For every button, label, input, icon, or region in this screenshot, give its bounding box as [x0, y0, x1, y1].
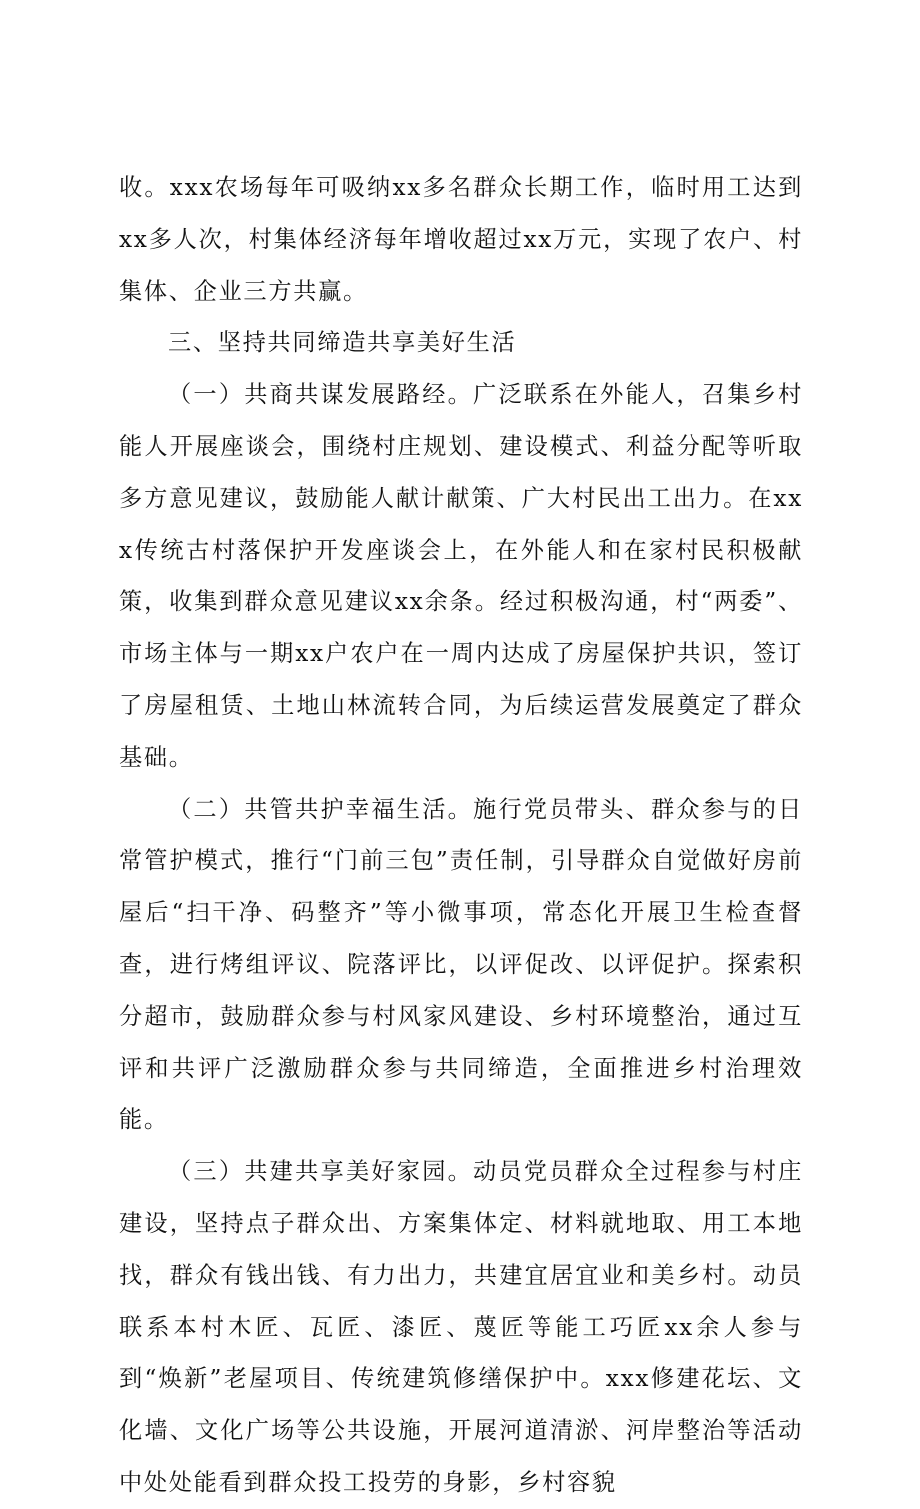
paragraph-management: （二）共管共护幸福生活。施行党员带头、群众参与的日常管护模式，推行“门前三包”责任制，引导群众自觉做好房前屋后“扫干净、码整齐”等小微事项，常态化开展卫生检查督查，进行烤组评议、院落评比，以评促改、以评促护。探索积分超市，鼓励群众参与村风家风建设、乡村环境整治，通过互评和共评广泛激励群众参与共同缔造，全面推进乡村治理效能。 [119, 795, 803, 1134]
document-body [119, 162, 803, 1509]
section-heading: 三、坚持共同缔造共享美好生活 [168, 329, 517, 357]
paragraph-continuation: 收。xxx农场每年可吸纳xx多名群众长期工作，临时用工达到xx多人次，村集体经济每年增收超过xx万元，实现了农户、村集体、企业三方共赢。 [119, 174, 803, 305]
paragraph-construction: （三）共建共享美好家园。动员党员群众全过程参与村庄建设，坚持点子群众出、方案集体定、材料就地取、用工本地找，群众有钱出钱、有力出力，共建宜居宜业和美乡村。动员联系本村木匠、瓦匠、漆匠、蔑匠等能工巧匠xx余人参与到“焕新”老屋项目、传统建筑修缮保护中。xxx修建花坛、文化墙、文化广场等公共设施，开展河道清淤、河岸整治等活动中处处能看到群众投工投劳的身影，乡村容貌 [119, 1158, 803, 1496]
paragraph-consultation: （一）共商共谋发展路经。广泛联系在外能人，召集乡村能人开展座谈会，围绕村庄规划、建设模式、利益分配等听取多方意见建议，鼓励能人献计献策、广大村民出工出力。在xxx传统古村落保护开发座谈会上，在外能人和在家村民积极献策，收集到群众意见建议xx余条。经过积极沟通，村“两委”、市场主体与一期xx户农户在一周内达成了房屋保护共识，签订了房屋租赁、土地山林流转合同，为后续运营发展奠定了群众基础。 [119, 381, 803, 771]
